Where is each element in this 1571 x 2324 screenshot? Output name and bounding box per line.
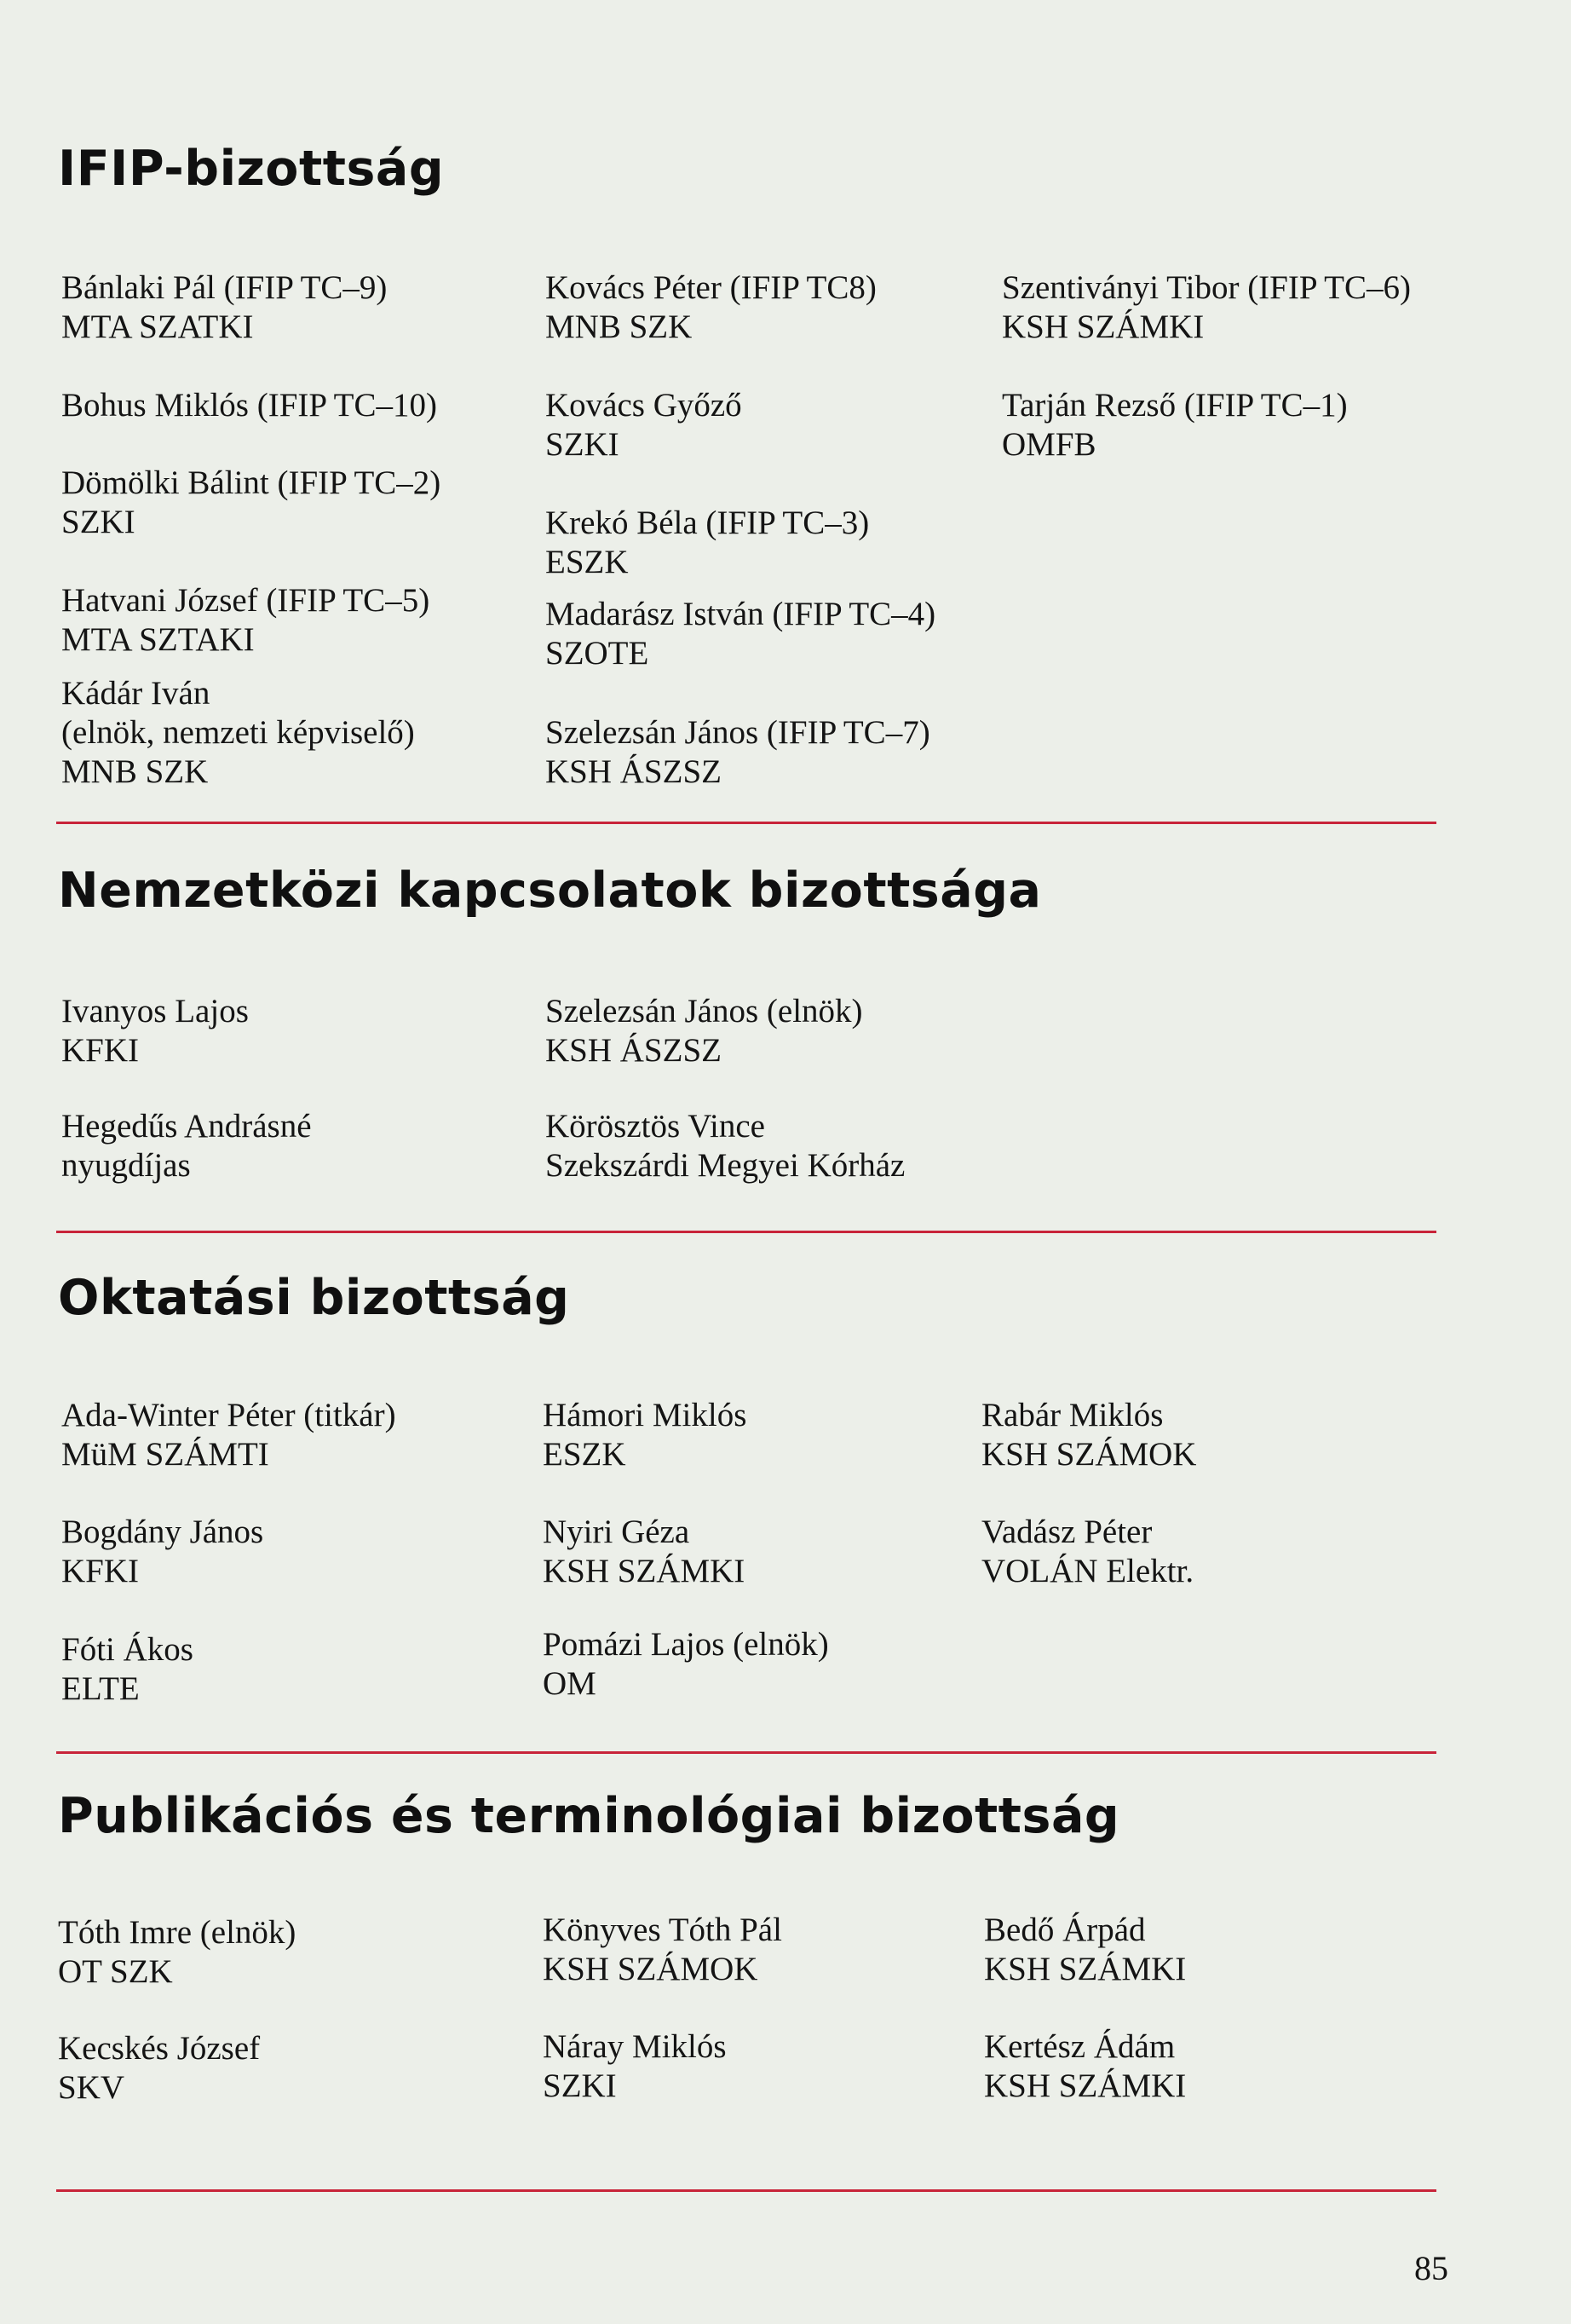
- member-affiliation: KSH SZÁMOK: [543, 1951, 758, 1987]
- member-affiliation: KSH ÁSZSZ: [545, 753, 722, 790]
- member-affiliation: KSH SZÁMKI: [543, 1553, 745, 1589]
- member-affiliation: nyugdíjas: [61, 1147, 191, 1184]
- member-name: Rabár Miklós: [981, 1397, 1164, 1433]
- member-entry: [545, 1107, 905, 1185]
- member-affiliation: KSH SZÁMKI: [984, 1951, 1187, 1987]
- member-entry: [61, 464, 440, 542]
- member-affiliation: SZKI: [61, 504, 135, 540]
- section-title-international: Nemzetközi kapcsolatok bizottsága: [58, 862, 1042, 919]
- member-affiliation: SKV: [58, 2069, 125, 2106]
- member-entry: [58, 1913, 296, 1992]
- member-entry: [543, 1625, 829, 1704]
- member-entry: [545, 713, 930, 792]
- member-entry: [545, 386, 742, 464]
- member-name: Bogdány János: [61, 1514, 264, 1550]
- member-entry: [543, 2027, 727, 2106]
- member-entry: [545, 268, 877, 347]
- member-name: Madarász István (IFIP TC–4): [545, 596, 936, 632]
- member-affiliation: Szekszárdi Megyei Kórház: [545, 1147, 906, 1184]
- member-name: Könyves Tóth Pál: [543, 1912, 782, 1948]
- member-affiliation: ELTE: [61, 1670, 140, 1707]
- member-name: Nyiri Géza: [543, 1514, 690, 1550]
- member-affiliation: MTA SZATKI: [61, 309, 254, 345]
- member-entry: [61, 674, 415, 792]
- member-entry: [984, 2027, 1186, 2106]
- section-title-publications: Publikációs és terminológiai bizottság: [58, 1788, 1120, 1844]
- member-affiliation: VOLÁN Elektr.: [981, 1553, 1194, 1589]
- member-entry: [545, 595, 935, 673]
- member-affiliation: SZKI: [545, 426, 619, 463]
- member-affiliation: OMFB: [1002, 426, 1096, 463]
- member-entry: [61, 1513, 263, 1591]
- section-title-ifip: IFIP-bizottság: [58, 141, 445, 197]
- member-entry: [543, 1513, 745, 1591]
- section-divider: [56, 1751, 1436, 1754]
- member-name: Bohus Miklós (IFIP TC–10): [61, 387, 437, 424]
- member-affiliation: SZOTE: [545, 635, 649, 672]
- member-affiliation: KSH ÁSZSZ: [545, 1032, 722, 1069]
- member-affiliation: KSH SZÁMKI: [1002, 309, 1205, 345]
- section-divider: [56, 822, 1436, 824]
- member-entry: [58, 2029, 260, 2108]
- member-name: Tarján Rezső (IFIP TC–1): [1002, 387, 1348, 424]
- member-note: (elnök, nemzeti képviselő): [61, 714, 415, 751]
- member-affiliation: KFKI: [61, 1553, 140, 1589]
- member-name: Fóti Ákos: [61, 1631, 193, 1668]
- member-entry: [61, 581, 429, 660]
- member-affiliation: MNB SZK: [61, 753, 209, 790]
- member-entry: [61, 992, 249, 1070]
- member-entry: [984, 1911, 1186, 1989]
- member-name: Kecskés József: [58, 2030, 261, 2067]
- member-entry: [61, 1396, 396, 1474]
- member-entry: [543, 1911, 782, 1989]
- member-name: Kovács Győző: [545, 387, 742, 424]
- member-name: Hegedűs Andrásné: [61, 1108, 312, 1145]
- member-name: Hámori Miklós: [543, 1397, 747, 1433]
- member-affiliation: SZKI: [543, 2067, 617, 2104]
- member-entry: [61, 268, 387, 347]
- member-entry: [61, 1630, 193, 1709]
- member-name: Krekó Béla (IFIP TC–3): [545, 505, 870, 541]
- member-name: Vadász Péter: [981, 1514, 1153, 1550]
- section-title-education: Oktatási bizottság: [58, 1270, 570, 1326]
- page-number: 85: [1414, 2249, 1448, 2287]
- member-name: Szentiványi Tibor (IFIP TC–6): [1002, 269, 1411, 306]
- member-affiliation: KSH SZÁMOK: [981, 1436, 1197, 1473]
- member-name: Dömölki Bálint (IFIP TC–2): [61, 464, 441, 501]
- member-affiliation: ESZK: [543, 1436, 626, 1473]
- member-affiliation: MNB SZK: [545, 309, 693, 345]
- member-name: Kertész Ádám: [984, 2028, 1176, 2065]
- member-affiliation: OT SZK: [58, 1953, 173, 1990]
- member-name: Bánlaki Pál (IFIP TC–9): [61, 269, 388, 306]
- member-affiliation: ESZK: [545, 544, 629, 580]
- member-name: Szelezsán János (IFIP TC–7): [545, 714, 930, 751]
- member-entry: [61, 386, 437, 425]
- member-entry: [981, 1396, 1196, 1474]
- member-entry: [981, 1513, 1194, 1591]
- member-entry: [1002, 268, 1411, 347]
- member-name: Bedő Árpád: [984, 1912, 1146, 1948]
- member-name: Pomázi Lajos (elnök): [543, 1626, 829, 1663]
- member-entry: [543, 1396, 746, 1474]
- member-entry: [545, 992, 863, 1070]
- member-entry: [1002, 386, 1348, 464]
- member-name: Szelezsán János (elnök): [545, 993, 863, 1029]
- member-name: Tóth Imre (elnök): [58, 1914, 296, 1951]
- member-name: Körösztös Vince: [545, 1108, 765, 1145]
- member-affiliation: KSH SZÁMKI: [984, 2067, 1187, 2104]
- section-divider: [56, 2189, 1436, 2192]
- member-entry: [61, 1107, 312, 1185]
- member-name: Kovács Péter (IFIP TC8): [545, 269, 877, 306]
- member-name: Kádár Iván: [61, 675, 210, 712]
- member-name: Ivanyos Lajos: [61, 993, 249, 1029]
- member-affiliation: OM: [543, 1665, 596, 1702]
- member-name: Hatvani József (IFIP TC–5): [61, 582, 430, 619]
- section-divider: [56, 1231, 1436, 1233]
- member-entry: [545, 504, 869, 582]
- member-affiliation: KFKI: [61, 1032, 140, 1069]
- member-affiliation: MTA SZTAKI: [61, 621, 255, 658]
- member-name: Ada-Winter Péter (titkár): [61, 1397, 396, 1433]
- member-name: Náray Miklós: [543, 2028, 727, 2065]
- member-affiliation: MüM SZÁMTI: [61, 1436, 269, 1473]
